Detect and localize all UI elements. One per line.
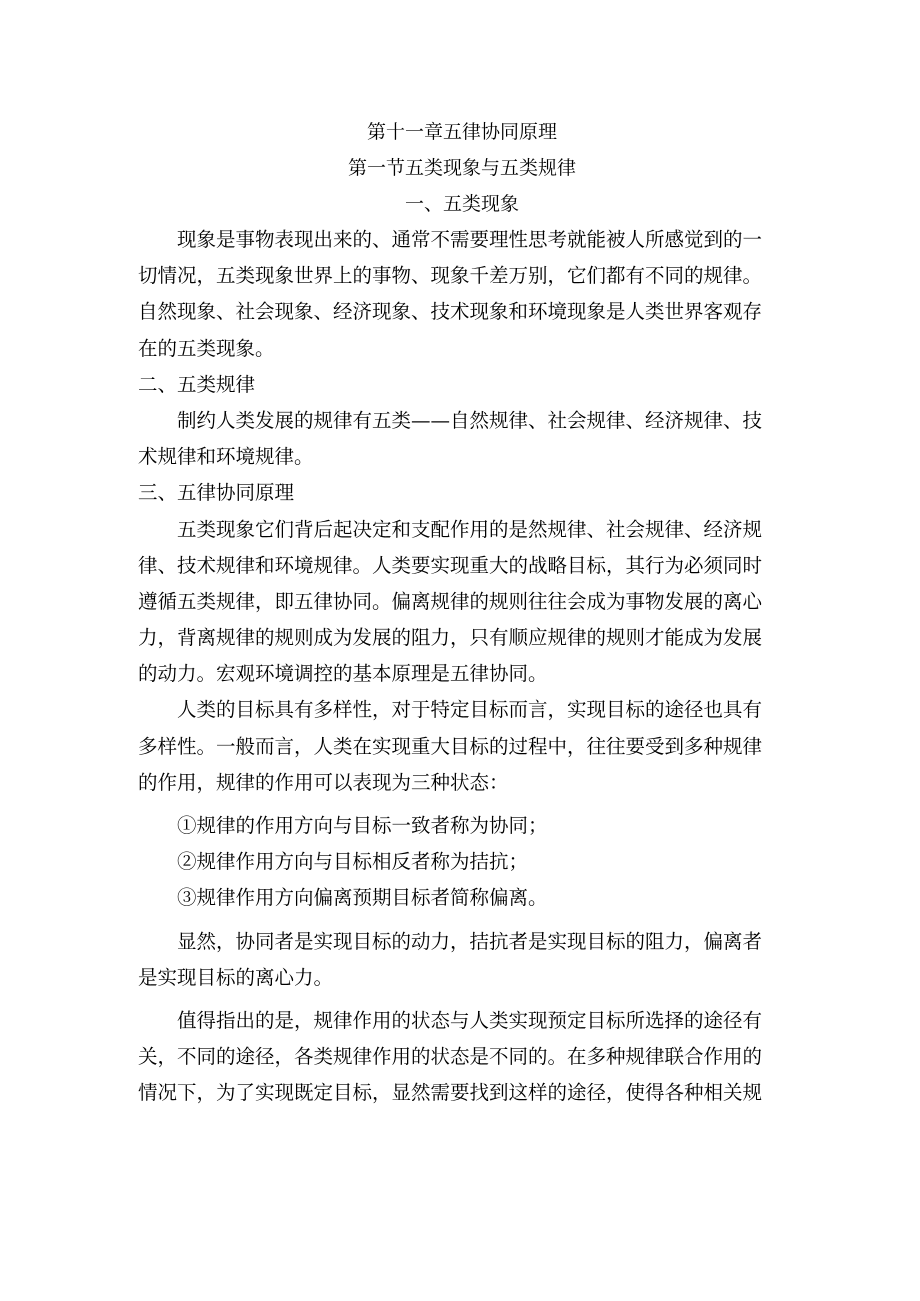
paragraph-paths bbox=[138, 1003, 786, 1112]
list-item: ②规律作用方向与目标相反者称为拮抗； bbox=[177, 850, 529, 874]
paragraph-line: 在的五类现象。 bbox=[138, 336, 275, 360]
paragraph-line: 多样性。一般而言，人类在实现重大目标的过程中，往往要受到多种规律 bbox=[138, 734, 763, 758]
paragraph-laws bbox=[138, 403, 786, 475]
paragraph-line: 力，背离规律的规则成为发展的阻力，只有顺应规律的规则才能成为发展 bbox=[138, 626, 763, 650]
paragraph-line: 制约人类发展的规律有五类——自然规律、社会规律、经济规律、技 bbox=[177, 408, 763, 432]
paragraph-line: 的作用，规律的作用可以表现为三种状态： bbox=[138, 770, 509, 794]
paragraph-line: 的动力。宏观环境调控的基本原理是五律协同。 bbox=[138, 662, 548, 686]
state-list bbox=[138, 808, 786, 917]
paragraph-phenomena bbox=[138, 222, 786, 367]
subsection-heading-3-wrap bbox=[138, 475, 786, 511]
chapter-title: 第十一章五律协同原理 bbox=[366, 121, 557, 143]
paragraph-line: 术规律和环境规律。 bbox=[138, 445, 314, 469]
paragraph-forces bbox=[138, 924, 786, 996]
paragraph-goals bbox=[138, 692, 786, 801]
paragraph-line: 关，不同的途径，各类规律作用的状态是不同的。在多种规律联合作用的 bbox=[138, 1045, 763, 1069]
section-title: 第一节五类现象与五类规律 bbox=[347, 157, 576, 179]
paragraph-line: 自然现象、社会现象、经济现象、技术现象和环境现象是人类世界客观存 bbox=[138, 300, 763, 324]
paragraph-line: 五类现象它们背后起决定和支配作用的是然规律、社会规律、经济规 bbox=[177, 517, 763, 541]
list-item: ①规律的作用方向与目标一致者称为协同； bbox=[177, 814, 548, 837]
paragraph-line: 遵循五类规律，即五律协同。偏离规律的规则往往会成为事物发展的离心 bbox=[138, 589, 763, 613]
paragraph-line: 情况下，为了实现既定目标，显然需要找到这样的途径，使得各种相关规 bbox=[138, 1081, 763, 1105]
paragraph-line: 人类的目标具有多样性，对于特定目标而言，实现目标的途径也具有 bbox=[177, 698, 763, 722]
subsection-heading-2: 二、五类规律 bbox=[138, 372, 256, 396]
paragraph-line: 律、技术规律和环境规律。人类要实现重大的战略目标，其行为必须同时 bbox=[138, 553, 763, 577]
paragraph-line: 值得指出的是，规律作用的状态与人类实现预定目标所选择的途径有 bbox=[177, 1008, 763, 1032]
paragraph-line: 是实现目标的离心力。 bbox=[138, 965, 334, 989]
subsection-heading-2-wrap bbox=[138, 367, 786, 403]
document-page bbox=[138, 112, 786, 1112]
paragraph-line: 切情况，五类现象世界上的事物、现象千差万别，它们都有不同的规律。 bbox=[138, 264, 763, 288]
paragraph-principle bbox=[138, 512, 786, 693]
paragraph-line: 显然，协同者是实现目标的动力，拮抗者是实现目标的阻力，偏离者 bbox=[177, 929, 763, 953]
subsection-heading-1: 一、五类现象 bbox=[404, 193, 519, 215]
paragraph-line: 现象是事物表现出来的、通常不需要理性思考就能被人所感觉到的一 bbox=[177, 228, 763, 251]
list-item: ③规律作用方向偏离预期目标者简称偏离。 bbox=[177, 886, 548, 910]
subsection-heading-3: 三、五律协同原理 bbox=[138, 481, 295, 505]
